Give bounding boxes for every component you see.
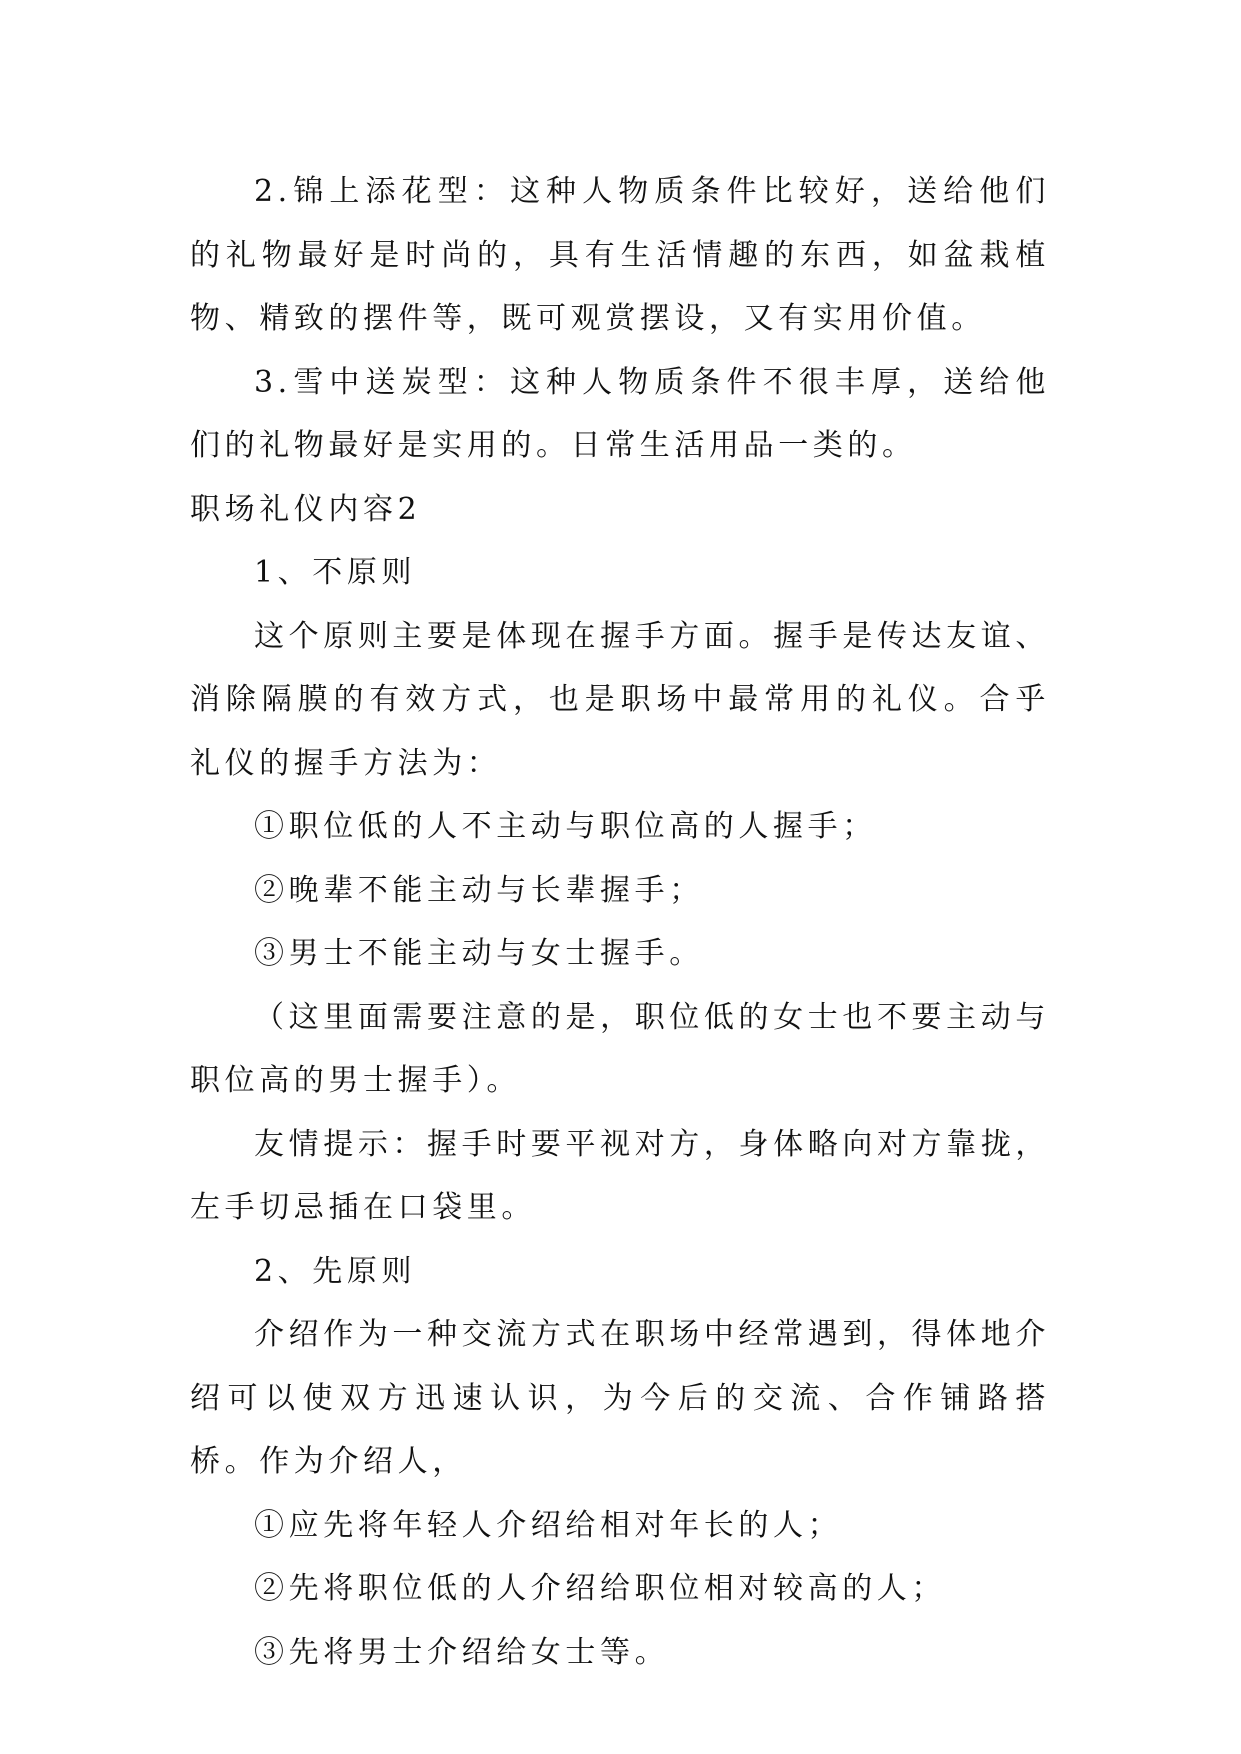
subheading-principle-2: 2、先原则 <box>254 1253 417 1289</box>
list-item-introduction-2: ②先将职位低的人介绍给职位相对较高的人； <box>254 1571 946 1606</box>
list-item-introduction-3: ③先将男士介绍给女士等。 <box>254 1634 670 1670</box>
paragraph-gift-type-3: 3.雪中送炭型：这种人物质条件不很丰厚，送给他们的礼物最好是实用的。日常生活用品一类的。 <box>190 364 1050 463</box>
list-item-handshake-2: ②晚辈不能主动与长辈握手； <box>254 872 704 908</box>
paragraph-handshake-intro: 这个原则主要是体现在握手方面。握手是传达友谊、消除隔膜的有效方式，也是职场中最常用的礼仪。合乎礼仪的握手方法为： <box>190 618 1050 781</box>
document-body <box>190 160 1050 1684</box>
paragraph-introduction: 介绍作为一种交流方式在职场中经常遇到，得体地介绍可以使双方迅速认识，为今后的交流、合作铺路搭桥。作为介绍人， <box>190 1317 1050 1479</box>
paragraph-friendly-tip: 友情提示：握手时要平视对方，身体略向对方靠拢，左手切忌插在口袋里。 <box>190 1126 1050 1225</box>
list-item-handshake-3: ③男士不能主动与女士握手。 <box>254 936 704 971</box>
paragraph-handshake-note: （这里面需要注意的是，职位低的女士也不要主动与职位高的男士握手）。 <box>190 999 1050 1098</box>
subheading-principle-1: 1、不原则 <box>254 555 417 590</box>
section-heading: 职场礼仪内容2 <box>190 491 422 527</box>
paragraph-gift-type-2: 2.锦上添花型：这种人物质条件比较好，送给他们的礼物最好是时尚的，具有生活情趣的东西，如盆栽植物、精致的摆件等，既可观赏摆设，又有实用价值。 <box>190 174 1050 336</box>
list-item-handshake-1: ①职位低的人不主动与职位高的人握手； <box>254 809 877 844</box>
list-item-introduction-1: ①应先将年轻人介绍给相对年长的人； <box>254 1507 843 1543</box>
